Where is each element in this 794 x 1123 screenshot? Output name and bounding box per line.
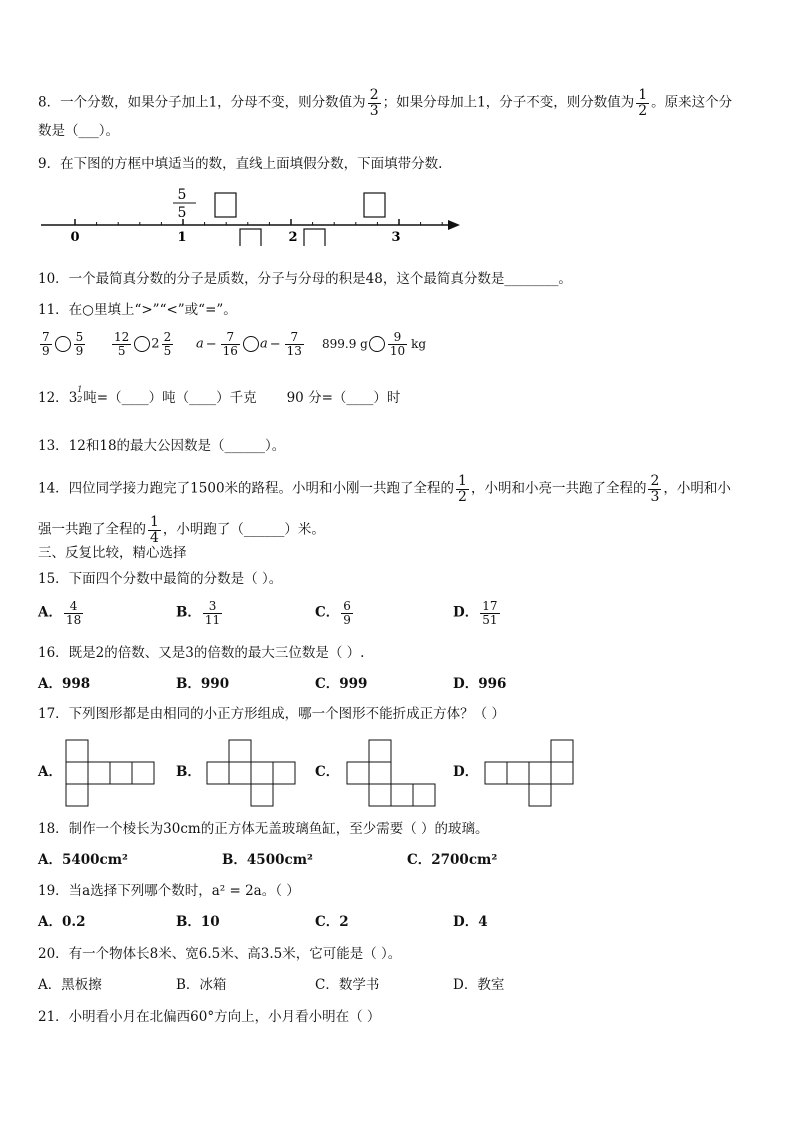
- den: 13: [286, 343, 302, 358]
- q17-label-b[interactable]: B．: [176, 764, 201, 780]
- q15-option-a[interactable]: [38, 600, 85, 626]
- net-a-square: [66, 762, 88, 784]
- num: 5: [75, 330, 84, 344]
- den: 10: [389, 343, 406, 358]
- tick-label-2: 2: [288, 230, 298, 245]
- num: 7: [285, 331, 304, 345]
- q14-text-d: 强一共跑了全程的: [38, 521, 146, 538]
- net-b-square: [251, 762, 273, 784]
- net-b-square: [207, 762, 229, 784]
- num: 4: [64, 600, 83, 614]
- q9-frac-den: 5: [177, 205, 187, 221]
- q11-item-2: [110, 331, 175, 357]
- num: 3: [203, 600, 222, 614]
- q11-i4-frac: [388, 331, 407, 357]
- compare-circle-2[interactable]: [134, 336, 150, 352]
- q18-option-b[interactable]: B．4500cm²: [222, 852, 313, 868]
- q14-fraction-1: [456, 474, 469, 504]
- q14-fraction-2: [648, 474, 661, 504]
- net-a-square: [88, 762, 110, 784]
- num: 1: [150, 514, 159, 530]
- question-16-text: 16．既是2的倍数、又是3的倍数的最大三位数是（ ）.: [38, 645, 365, 661]
- question-18-text: 18．制作一个棱长为30cm的正方体无盖玻璃鱼缸，至少需要（ ）的玻璃。: [38, 821, 489, 837]
- net-c-square: [413, 784, 435, 806]
- net-a-square: [66, 740, 88, 762]
- q11-i1-frac-b: [74, 331, 86, 357]
- net-a-square: [132, 762, 154, 784]
- whole: 2: [151, 336, 160, 352]
- net-c: [347, 740, 435, 806]
- answer-box-below-1[interactable]: [240, 229, 261, 246]
- q17-label-c[interactable]: C．: [315, 764, 340, 780]
- compare-circle-1[interactable]: [55, 336, 71, 352]
- num: 1: [458, 473, 467, 489]
- num: 2: [650, 473, 660, 489]
- net-d-square: [551, 762, 573, 784]
- question-17-text: 17．下列图形都是由相同的小正方形组成，哪一个图形不能折成正方体？（ ）: [38, 706, 505, 722]
- num: 7: [42, 330, 50, 344]
- label: C．: [315, 604, 340, 621]
- den: 4: [150, 529, 159, 546]
- compare-circle-3[interactable]: [243, 336, 259, 352]
- question-11-text: 11．在○里填上“>”“<”或“=”。: [38, 302, 237, 318]
- q11-item-4: [322, 331, 426, 357]
- net-c-square: [391, 784, 413, 806]
- q11-i3-frac-a: [221, 331, 240, 357]
- label: A．: [38, 604, 62, 621]
- var-a: a: [259, 336, 268, 352]
- den: 3: [650, 488, 660, 505]
- net-c-square: [369, 762, 391, 784]
- den: 9: [75, 343, 84, 358]
- label: D．: [453, 604, 479, 621]
- q12-text-b: 90 分=（____）时: [286, 390, 401, 406]
- question-8-line-2: 数是（___）。: [38, 123, 119, 139]
- compare-circle-4[interactable]: [369, 336, 385, 352]
- q8-text-b: ；如果分母加上1，分子不变，则分数值为: [382, 94, 635, 111]
- den: 5: [117, 343, 126, 358]
- net-a-square: [110, 762, 132, 784]
- net-a-square: [66, 784, 88, 806]
- question-21-text: 21．小明看小月在北偏西60°方向上，小月看小明在（ ）: [38, 1009, 381, 1025]
- q11-item-3: [196, 331, 306, 357]
- q18-option-c[interactable]: C．2700cm²: [407, 852, 498, 868]
- q14-text-b: ，小明和小亮一共跑了全程的: [470, 480, 647, 497]
- net-b-square: [229, 762, 251, 784]
- net-b-square: [273, 762, 295, 784]
- num: 7: [221, 331, 240, 345]
- answer-box-below-2[interactable]: [304, 229, 325, 246]
- q19-option-c[interactable]: C．2: [315, 914, 349, 930]
- label: B．: [176, 604, 201, 621]
- net-d-square: [551, 740, 573, 762]
- q11-item-1: [38, 331, 87, 357]
- question-12: [38, 385, 401, 406]
- net-d-square: [529, 784, 551, 806]
- q12-text-a: 吨=（____）吨（____）千克: [83, 390, 257, 406]
- question-14-line-2: [38, 515, 325, 545]
- q16-option-a[interactable]: A．998: [38, 676, 91, 692]
- q8-f2-num: 1: [638, 87, 648, 103]
- q15-option-b[interactable]: [176, 600, 224, 626]
- answer-box-above-2[interactable]: [364, 193, 385, 217]
- minus: −: [205, 336, 217, 352]
- q16-option-b[interactable]: B．990: [176, 676, 230, 692]
- q18-option-a[interactable]: A．5400cm²: [38, 852, 128, 868]
- den: 11: [204, 612, 221, 627]
- q19-option-a[interactable]: A．0.2: [38, 914, 86, 930]
- question-9-text: 9．在下图的方框中填适当的数，直线上面填假分数，下面填带分数.: [38, 156, 443, 172]
- num: 1: [77, 385, 83, 394]
- tick-label-3: 3: [391, 230, 401, 245]
- number-line-arrow: [448, 220, 460, 230]
- q14-text-c: ，小明和小: [663, 480, 731, 497]
- net-b-square: [229, 740, 251, 762]
- answer-box-above-1[interactable]: [215, 193, 236, 217]
- question-10-text: 10．一个最简真分数的分子是质数，分子与分母的积是48，这个最简真分数是________。: [38, 271, 572, 287]
- net-d: [485, 740, 573, 806]
- question-14-line-1: [38, 474, 731, 504]
- den: 18: [65, 612, 82, 627]
- den: 51: [482, 612, 498, 627]
- q8-f1-num: 2: [369, 87, 379, 103]
- num: 17: [482, 599, 498, 613]
- net-b: [207, 740, 295, 806]
- q11-i1-frac-a: [40, 331, 52, 357]
- question-19-text: 19．当a选择下列哪个数时，a² = 2a。（ ）: [38, 883, 300, 899]
- q8-f1-den: 3: [369, 102, 379, 119]
- minus: −: [269, 336, 281, 352]
- q12-number: 12．: [38, 390, 69, 406]
- num: 9: [388, 331, 407, 345]
- q19-option-b[interactable]: B．10: [176, 914, 220, 930]
- q9-number-line: [36, 180, 466, 246]
- tick-label-0: 0: [70, 230, 80, 245]
- q17-label-a[interactable]: A．: [38, 764, 62, 780]
- net-d-square: [529, 762, 551, 784]
- q17-label-d[interactable]: D．: [453, 764, 479, 780]
- num: 2: [163, 330, 172, 344]
- net-a: [66, 740, 154, 806]
- q12-whole: 3: [68, 390, 78, 406]
- net-d-square: [507, 762, 529, 784]
- number-line-ticks: [75, 219, 442, 225]
- tick-label-1: 1: [177, 230, 187, 245]
- fraction: [203, 600, 222, 626]
- q9-frac-num: 5: [177, 187, 187, 203]
- q8-fraction-1: [368, 88, 381, 118]
- q11-i2-frac-a: [112, 331, 131, 357]
- q14-text-a: 14．四位同学接力跑完了1500米的路程。小明和小刚一共跑了全程的: [38, 480, 455, 497]
- q20-option-d[interactable]: D．教室: [453, 977, 505, 993]
- q20-option-b[interactable]: B．冰箱: [176, 977, 227, 993]
- q19-option-d[interactable]: D．4: [453, 914, 488, 930]
- unit: kg: [411, 337, 427, 352]
- q14-text-e: ，小明跑了（______）米。: [162, 521, 325, 538]
- num: 12: [114, 330, 130, 344]
- q20-option-c[interactable]: C．数学书: [315, 977, 380, 993]
- fraction: [64, 600, 83, 626]
- net-d-square: [485, 762, 507, 784]
- var-a: a: [196, 336, 204, 352]
- q16-option-d[interactable]: D．996: [453, 676, 507, 692]
- left-value: 899.9 g: [322, 337, 368, 352]
- den: 2: [77, 395, 83, 404]
- den: 2: [458, 488, 467, 505]
- q8-text-a: 8．一个分数，如果分子加上1，分母不变，则分数值为: [38, 94, 366, 111]
- den: 5: [163, 343, 172, 358]
- net-c-square: [369, 784, 391, 806]
- question-8-line-1: [38, 88, 732, 118]
- q15-option-d[interactable]: [453, 600, 502, 626]
- net-b-square: [251, 784, 273, 806]
- q11-i2-frac-b: [162, 331, 174, 357]
- fraction: [341, 600, 353, 626]
- q14-fraction-3: [148, 515, 161, 545]
- question-13-text: 13．12和18的最大公因数是（______）。: [38, 438, 286, 454]
- fraction: [480, 600, 499, 626]
- num: 6: [343, 599, 351, 613]
- q12-mini-frac: [77, 385, 83, 404]
- question-15-text: 15．下面四个分数中最简的分数是（ ）。: [38, 571, 283, 587]
- q17-cube-nets: [0, 735, 600, 810]
- q8-f2-den: 2: [638, 102, 648, 119]
- q11-i3-frac-b: [285, 331, 304, 357]
- net-c-square: [369, 740, 391, 762]
- den: 9: [42, 343, 50, 358]
- q16-option-c[interactable]: C．999: [315, 676, 368, 692]
- q8-text-c: 。原来这个分: [651, 94, 733, 111]
- question-20-text: 20．有一个物体长8米、宽6.5米、高3.5米，它可能是（ ）。: [38, 946, 402, 962]
- net-c-square: [347, 762, 369, 784]
- q8-fraction-2: [636, 88, 649, 118]
- den: 16: [222, 343, 238, 358]
- q20-option-a[interactable]: A．黑板擦: [38, 977, 102, 993]
- den: 9: [343, 612, 351, 627]
- q15-option-c[interactable]: [315, 600, 355, 626]
- section-3-heading: 三、反复比较，精心选择: [38, 545, 187, 561]
